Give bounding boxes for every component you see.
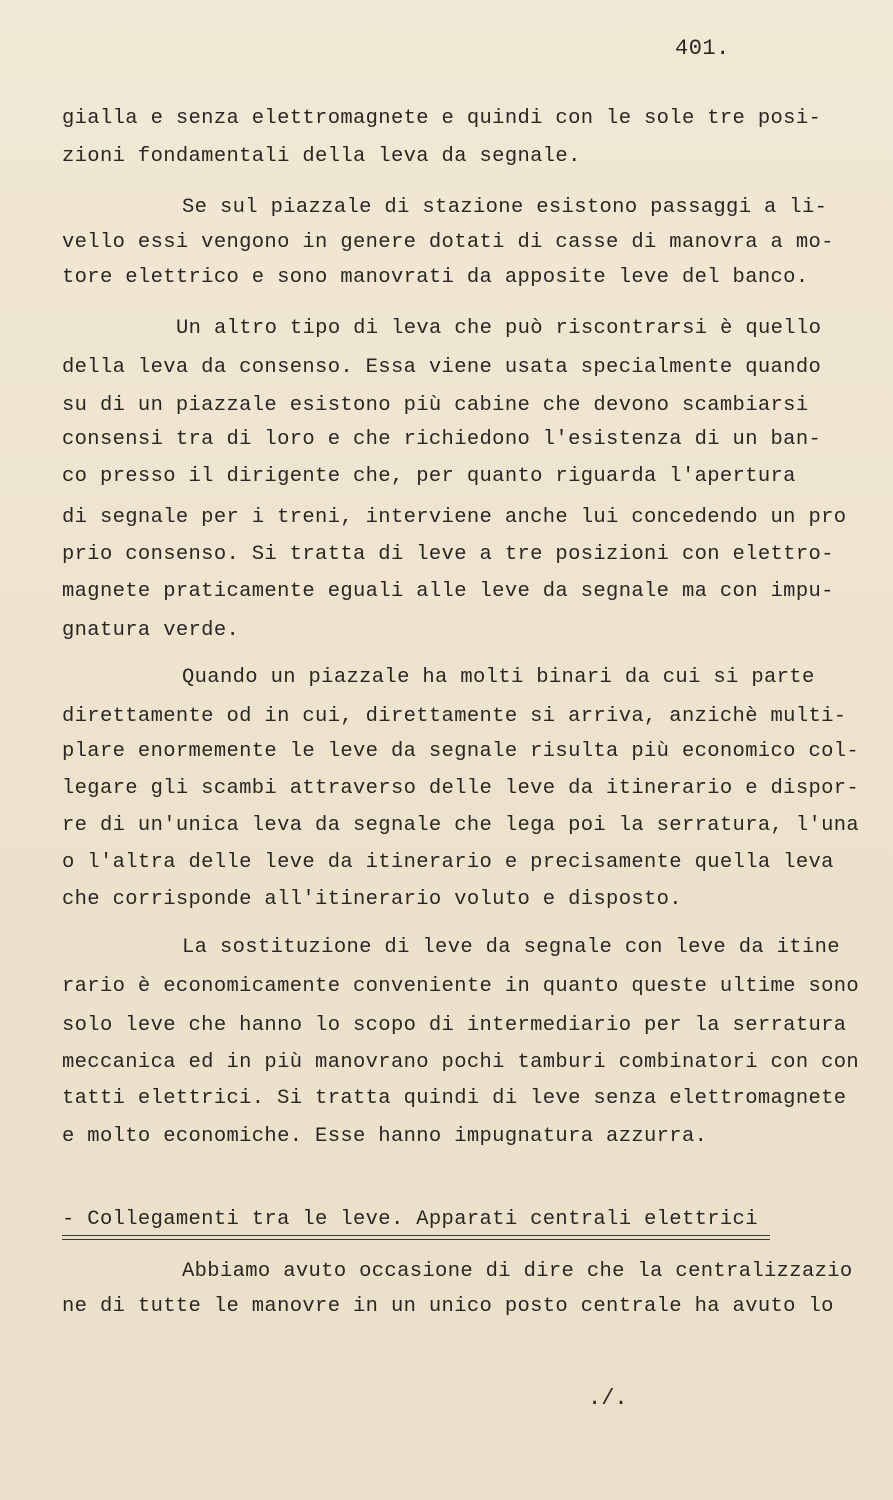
paragraph-5-line-1: La sostituzione di leve da segnale con leve da itine — [182, 936, 840, 959]
section-heading-underline-bottom — [62, 1239, 770, 1240]
paragraph-4-line-4: legare gli scambi attraverso delle leve da itinerario e dispor- — [62, 777, 860, 800]
paragraph-1-line-2: zioni fondamentali della leva da segnale. — [62, 145, 581, 168]
paragraph-4-line-1: Quando un piazzale ha molti binari da cui si parte — [182, 666, 815, 689]
continuation-mark: ./. — [588, 1386, 628, 1411]
section-heading: - Collegamenti tra le leve. Apparati centrali elettrici — [62, 1208, 758, 1231]
paragraph-3-line-4: consensi tra di loro e che richiedono l'esistenza di un ban- — [62, 428, 822, 451]
paragraph-5-line-3: solo leve che hanno lo scopo di intermediario per la serratura — [62, 1014, 847, 1037]
paragraph-5-line-5: tatti elettrici. Si tratta quindi di leve senza elettromagnete — [62, 1087, 847, 1110]
paragraph-4-line-6: o l'altra delle leve da itinerario e precisamente quella leva — [62, 851, 834, 874]
paragraph-4-line-2: direttamente od in cui, direttamente si arriva, anzichè multi- — [62, 705, 847, 728]
paragraph-3-line-9: gnatura verde. — [62, 619, 240, 642]
paragraph-5-line-2: rario è economicamente conveniente in quanto queste ultime sono — [62, 975, 860, 998]
paragraph-3-line-8: magnete praticamente eguali alle leve da segnale ma con impu- — [62, 580, 834, 603]
paragraph-2-line-3: tore elettrico e sono manovrati da apposite leve del banco. — [62, 266, 809, 289]
paragraph-2-line-1: Se sul piazzale di stazione esistono passaggi a li- — [182, 196, 828, 219]
closing-paragraph-line-1: Abbiamo avuto occasione di dire che la centralizzazio — [182, 1260, 853, 1283]
paragraph-3-line-7: prio consenso. Si tratta di leve a tre posizioni con elettro- — [62, 543, 834, 566]
paragraph-3-line-3: su di un piazzale esistono più cabine che devono scambiarsi — [62, 394, 809, 417]
section-heading-underline-top — [62, 1235, 770, 1236]
paragraph-3-line-2: della leva da consenso. Essa viene usata specialmente quando — [62, 356, 822, 379]
paragraph-4-line-3: plare enormemente le leve da segnale risulta più economico col- — [62, 740, 860, 763]
paragraph-2-line-2: vello essi vengono in genere dotati di casse di manovra a mo- — [62, 231, 834, 254]
paragraph-4-line-5: re di un'unica leva da segnale che lega poi la serratura, l'una — [62, 814, 860, 837]
page-number: 401. — [675, 36, 730, 61]
paragraph-4-line-7: che corrisponde all'itinerario voluto e disposto. — [62, 888, 682, 911]
closing-paragraph-line-2: ne di tutte le manovre in un unico posto centrale ha avuto lo — [62, 1295, 834, 1318]
paragraph-3-line-6: di segnale per i treni, interviene anche lui concedendo un pro — [62, 506, 847, 529]
paragraph-5-line-4: meccanica ed in più manovrano pochi tamburi combinatori con con — [62, 1051, 860, 1074]
paragraph-3-line-1: Un altro tipo di leva che può riscontrarsi è quello — [176, 317, 822, 340]
paragraph-3-line-5: co presso il dirigente che, per quanto riguarda l'apertura — [62, 465, 796, 488]
paragraph-5-line-6: e molto economiche. Esse hanno impugnatura azzurra. — [62, 1125, 708, 1148]
paragraph-1-line-1: gialla e senza elettromagnete e quindi con le sole tre posi- — [62, 107, 822, 130]
